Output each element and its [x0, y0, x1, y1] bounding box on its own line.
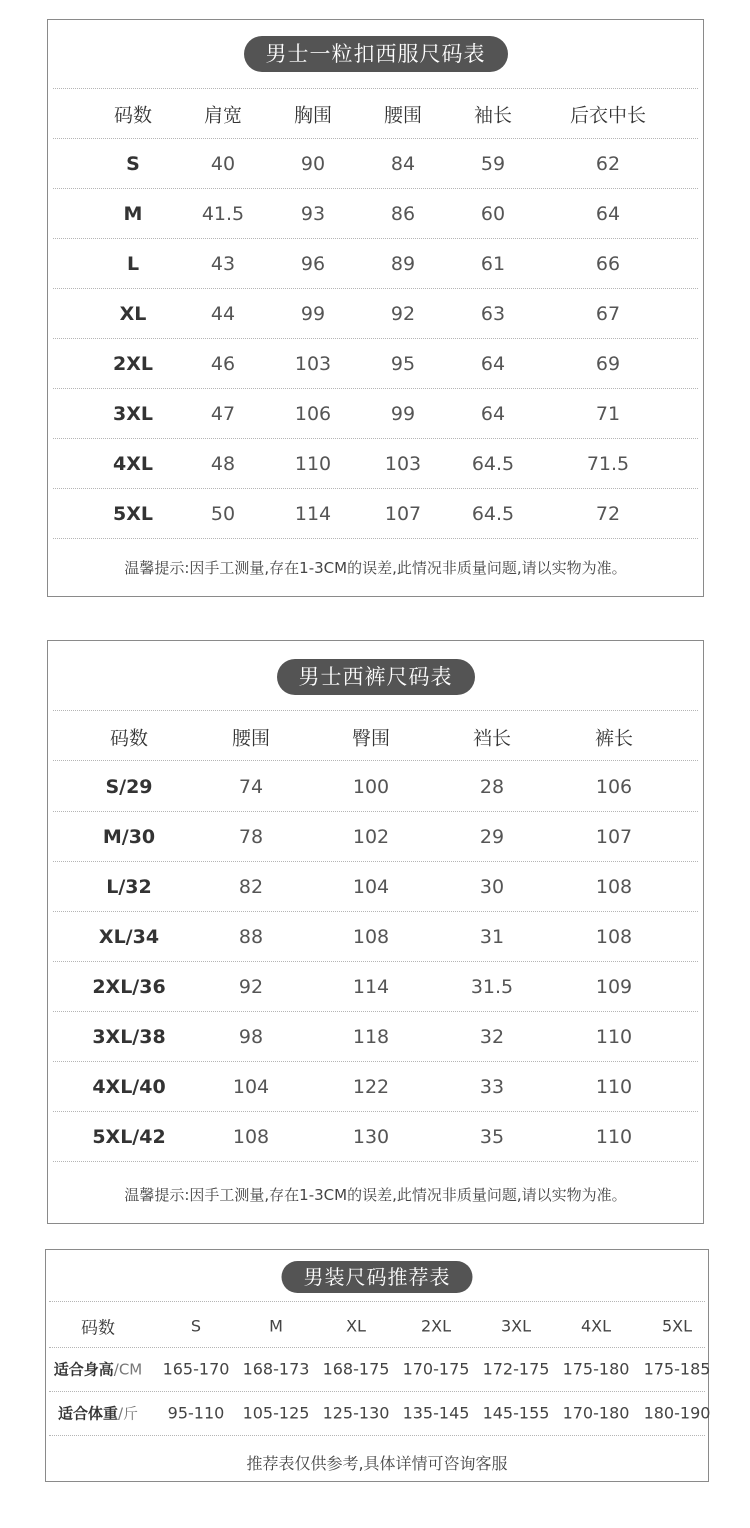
row-divider	[49, 1435, 705, 1436]
size-label: 2XL/36	[92, 976, 166, 998]
pants-size-card	[47, 640, 704, 1224]
size-label: 3XL	[113, 403, 153, 425]
table-cell: 46	[210, 353, 236, 375]
table-cell: 107	[595, 826, 633, 848]
table-cell: 98	[238, 1026, 264, 1048]
table-cell: 106	[294, 403, 332, 425]
size-label: L/32	[106, 876, 152, 898]
pants-header-1: 腰围	[231, 727, 271, 750]
table-cell: 64.5	[471, 453, 515, 475]
size-label: 5XL/42	[92, 1126, 166, 1148]
table-cell: 99	[300, 303, 326, 325]
table-cell: 50	[210, 503, 236, 525]
table-cell: 63	[480, 303, 506, 325]
size-label: 4XL/40	[92, 1076, 166, 1098]
row-divider	[53, 188, 698, 189]
pants-note: 温馨提示:因手工测量,存在1-3CM的误差,此情况非质量问题,请以实物为准。	[124, 1186, 627, 1204]
table-cell: 108	[352, 926, 390, 948]
recommend-card	[45, 1249, 709, 1482]
weight-label-text: 适合体重	[57, 1404, 118, 1423]
row-divider	[53, 388, 698, 389]
table-cell: 103	[384, 453, 422, 475]
row-divider	[53, 1111, 698, 1112]
table-cell: 92	[390, 303, 416, 325]
table-cell: 31.5	[470, 976, 514, 998]
recommend-header-4: 2XL	[420, 1316, 452, 1336]
table-cell: 110	[595, 1076, 633, 1098]
table-cell: 110	[595, 1026, 633, 1048]
divider	[53, 710, 698, 711]
table-cell: 64	[480, 403, 506, 425]
pants-header-4: 裤长	[594, 727, 634, 750]
row-divider	[49, 1347, 705, 1348]
table-cell: 78	[238, 826, 264, 848]
suit-header-4: 袖长	[473, 104, 513, 127]
height-value: 168-173	[242, 1359, 310, 1379]
table-cell: 31	[479, 926, 505, 948]
size-label: S/29	[105, 776, 153, 798]
recommend-note: 推荐表仅供参考,具体详情可咨询客服	[246, 1454, 508, 1473]
table-cell: 64.5	[471, 503, 515, 525]
row-divider	[53, 760, 698, 761]
table-cell: 67	[595, 303, 621, 325]
height-label-text: 适合身高	[53, 1360, 114, 1379]
suit-header-0: 码数	[113, 104, 153, 127]
table-cell: 64	[480, 353, 506, 375]
divider	[49, 1301, 705, 1302]
table-cell: 74	[238, 776, 264, 798]
row-divider	[53, 438, 698, 439]
table-cell: 29	[479, 826, 505, 848]
size-label: XL/34	[98, 926, 160, 948]
weight-value: 95-110	[167, 1403, 225, 1423]
weight-value: 180-190	[643, 1403, 711, 1423]
table-cell: 40	[210, 153, 236, 175]
table-cell: 64	[595, 203, 621, 225]
table-cell: 118	[352, 1026, 390, 1048]
size-label: 3XL/38	[92, 1026, 166, 1048]
weight-value: 135-145	[402, 1403, 470, 1423]
table-cell: 110	[595, 1126, 633, 1148]
weight-value: 125-130	[322, 1403, 390, 1423]
table-cell: 100	[352, 776, 390, 798]
table-cell: 84	[390, 153, 416, 175]
table-cell: 104	[232, 1076, 270, 1098]
row-divider	[53, 288, 698, 289]
table-cell: 69	[595, 353, 621, 375]
recommend-header-3: XL	[346, 1316, 366, 1336]
height-value: 170-175	[402, 1359, 470, 1379]
suit-header-5: 后衣中长	[569, 104, 647, 127]
suit-header-3: 腰围	[383, 104, 423, 127]
table-cell: 88	[238, 926, 264, 948]
table-cell: 114	[352, 976, 390, 998]
suit-header-2: 胸围	[293, 104, 333, 127]
row-divider	[53, 138, 698, 139]
weight-unit: /斤	[117, 1404, 139, 1423]
pants-header-2: 臀围	[351, 727, 391, 750]
row-divider	[53, 911, 698, 912]
table-cell: 90	[300, 153, 326, 175]
height-value: 168-175	[322, 1359, 390, 1379]
row-divider	[53, 538, 698, 539]
table-cell: 109	[595, 976, 633, 998]
table-cell: 72	[595, 503, 621, 525]
height-value: 172-175	[482, 1359, 550, 1379]
table-cell: 48	[210, 453, 236, 475]
recommend-header-5: 3XL	[500, 1316, 532, 1336]
recommend-header-6: 4XL	[580, 1316, 612, 1336]
table-cell: 108	[232, 1126, 270, 1148]
row-divider	[49, 1391, 705, 1392]
table-cell: 60	[480, 203, 506, 225]
row-divider	[53, 811, 698, 812]
table-cell: 95	[390, 353, 416, 375]
table-cell: 107	[384, 503, 422, 525]
table-cell: 32	[479, 1026, 505, 1048]
weight-value: 170-180	[562, 1403, 630, 1423]
height-label	[54, 1359, 143, 1380]
size-label: L	[126, 253, 140, 275]
divider	[53, 88, 698, 89]
row-divider	[53, 861, 698, 862]
height-value: 165-170	[162, 1359, 230, 1379]
size-label: 2XL	[113, 353, 153, 375]
table-cell: 35	[479, 1126, 505, 1148]
table-cell: 47	[210, 403, 236, 425]
recommend-table-title: 男装尺码推荐表	[282, 1261, 473, 1293]
table-cell: 82	[238, 876, 264, 898]
size-label: 5XL	[113, 503, 153, 525]
table-cell: 59	[480, 153, 506, 175]
table-cell: 104	[352, 876, 390, 898]
table-cell: 44	[210, 303, 236, 325]
size-label: S	[126, 153, 140, 175]
table-cell: 102	[352, 826, 390, 848]
table-cell: 89	[390, 253, 416, 275]
pants-table-title: 男士西裤尺码表	[277, 659, 475, 695]
table-cell: 66	[595, 253, 621, 275]
pants-header-0: 码数	[109, 727, 149, 750]
row-divider	[53, 1011, 698, 1012]
row-divider	[53, 488, 698, 489]
weight-value: 105-125	[242, 1403, 310, 1423]
table-cell: 99	[390, 403, 416, 425]
weight-label	[58, 1403, 138, 1424]
table-cell: 106	[595, 776, 633, 798]
size-label: M	[123, 203, 143, 225]
height-unit: /CM	[113, 1360, 143, 1379]
table-cell: 108	[595, 876, 633, 898]
table-cell: 41.5	[201, 203, 245, 225]
table-cell: 130	[352, 1126, 390, 1148]
table-cell: 103	[294, 353, 332, 375]
size-label: XL	[119, 303, 147, 325]
table-cell: 71.5	[586, 453, 630, 475]
pants-header-3: 裆长	[472, 727, 512, 750]
row-divider	[53, 1161, 698, 1162]
table-cell: 28	[479, 776, 505, 798]
table-cell: 43	[210, 253, 236, 275]
table-cell: 30	[479, 876, 505, 898]
table-cell: 114	[294, 503, 332, 525]
table-cell: 61	[480, 253, 506, 275]
size-label: M/30	[102, 826, 156, 848]
table-cell: 122	[352, 1076, 390, 1098]
size-label: 4XL	[113, 453, 153, 475]
height-value: 175-180	[562, 1359, 630, 1379]
weight-value: 145-155	[482, 1403, 550, 1423]
table-cell: 92	[238, 976, 264, 998]
row-divider	[53, 338, 698, 339]
row-divider	[53, 238, 698, 239]
row-divider	[53, 961, 698, 962]
suit-size-card	[47, 19, 704, 597]
suit-table-title: 男士一粒扣西服尺码表	[244, 36, 508, 72]
suit-note: 温馨提示:因手工测量,存在1-3CM的误差,此情况非质量问题,请以实物为准。	[124, 559, 627, 577]
table-cell: 110	[294, 453, 332, 475]
table-cell: 86	[390, 203, 416, 225]
table-cell: 62	[595, 153, 621, 175]
recommend-header-7: 5XL	[661, 1316, 693, 1336]
height-value: 175-185	[643, 1359, 711, 1379]
table-cell: 71	[595, 403, 621, 425]
table-cell: 33	[479, 1076, 505, 1098]
suit-header-1: 肩宽	[203, 104, 243, 127]
row-divider	[53, 1061, 698, 1062]
recommend-header-1: S	[190, 1316, 202, 1336]
recommend-header-0: 码数	[81, 1318, 115, 1339]
table-cell: 108	[595, 926, 633, 948]
recommend-header-2: M	[269, 1316, 283, 1336]
table-cell: 96	[300, 253, 326, 275]
table-cell: 93	[300, 203, 326, 225]
